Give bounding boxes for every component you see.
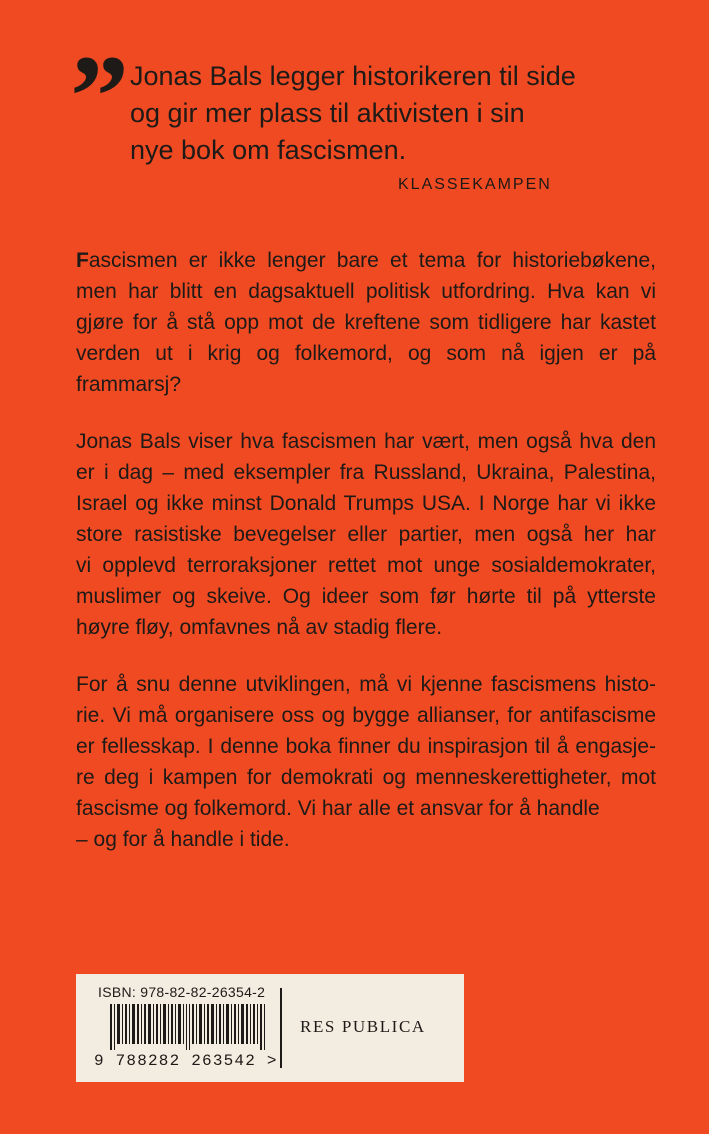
text-line: frammarsj?	[76, 373, 182, 396]
isbn-label: ISBN: 978-82-82-26354-2	[98, 984, 266, 1000]
text-line: For å snu denne utviklingen, må vi kjenne fascismens histo-	[76, 673, 656, 696]
paragraph	[76, 245, 656, 400]
text-line: re deg i kampen for demokrati og menneskerettigheter, mot	[76, 766, 656, 789]
text-line: fascisme og folkemord. Vi har alle et ansvar for å handle	[76, 797, 600, 820]
barcode-digits: 9 788282 263542 >	[94, 1052, 278, 1070]
blurb-text	[76, 245, 656, 881]
barcode-panel	[76, 974, 464, 1082]
quote-line: Jonas Bals legger historikeren til side	[130, 61, 576, 91]
text-line: verden ut i krig og folkemord, og som nå igjen er på	[76, 342, 656, 365]
text-line: – og for å handle i tide.	[76, 828, 290, 851]
barcode-icon	[110, 1004, 270, 1050]
text-line: men har blitt en dagsaktuell politisk utfordring. Hva kan vi	[76, 280, 656, 303]
quote-mark-icon: ”	[70, 31, 129, 162]
text-line: Israel og ikke minst Donald Trumps USA. I Norge har vi ikke	[76, 492, 656, 515]
text-line: muslimer og skeive. Og ideer som før hørte til på ytterste	[76, 585, 656, 608]
text-line: store rasistiske bevegelser eller partier, men også her har	[76, 523, 656, 546]
pull-quote	[130, 58, 650, 169]
quote-line: nye bok om fascismen.	[130, 135, 407, 165]
paragraph	[76, 426, 656, 643]
text-line: Fascismen er ikke lenger bare et tema for historiebøkene,	[76, 249, 656, 272]
text-line: er fellesskap. I denne boka finner du inspirasjon til å engasje-	[76, 735, 656, 758]
text-line: rie. Vi må organisere oss og bygge allianser, for antifascisme	[76, 704, 656, 727]
text-line: Jonas Bals viser hva fascismen har vært, men også hva den	[76, 430, 656, 453]
text-line: vi opplevd terroraksjoner rettet mot unge sosialdemokrater,	[76, 554, 656, 577]
quote-source: KLASSEKAMPEN	[398, 176, 552, 193]
divider	[280, 988, 282, 1068]
text-line: gjøre for å stå opp mot de kreftene som tidligere har kastet	[76, 311, 656, 334]
paragraph	[76, 669, 656, 855]
text-line: er i dag – med eksempler fra Russland, Ukraina, Palestina,	[76, 461, 656, 484]
publisher-name: RES PUBLICA	[300, 1017, 426, 1036]
quote-line: og gir mer plass til aktivisten i sin	[130, 98, 525, 128]
text-line: høyre fløy, omfavnes nå av stadig flere.	[76, 616, 443, 639]
